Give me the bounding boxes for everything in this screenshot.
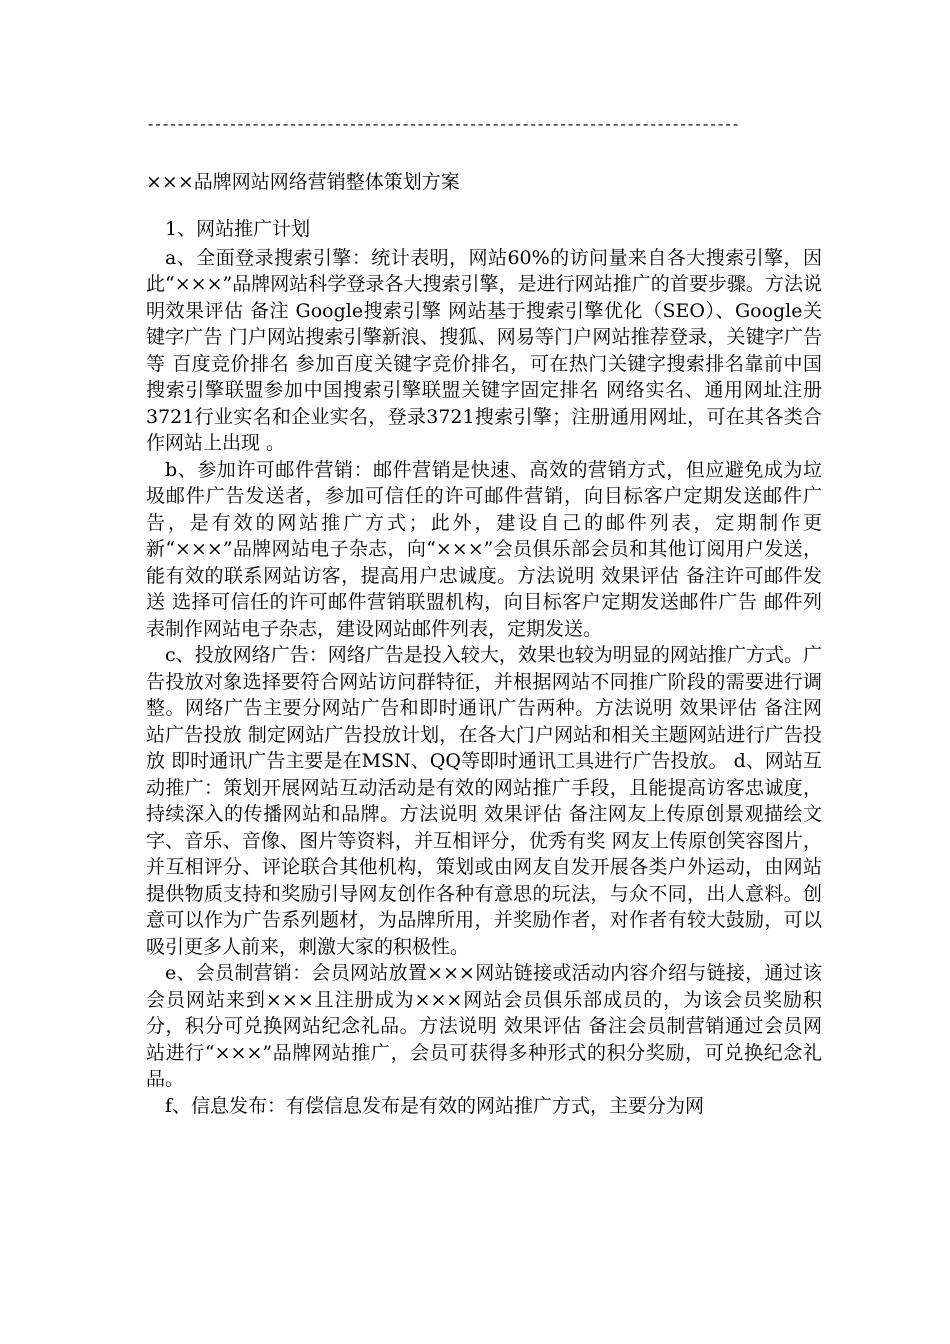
- document-body: [146, 216, 822, 1119]
- paragraph-f: f、信息发布：有偿信息发布是有效的网站推广方式，主要分为网: [165, 1094, 705, 1117]
- paragraph-c-d: c、投放网络广告：网络广告是投入较大，效果也较为明显的网站推广方式。广告投放对象选择要符合网站访问群特征，并根据网站不同推广阶段的需要进行调整。网络广告主要分网站广告和即时通讯广告两种。方法说明 效果评估 备注网站广告投放 制定网站广告投放计划，在各大门户网站和相关主题网站进行广告投放 即时通讯广告主要是在MSN、QQ等即时通讯工具进行广告投放。 d、网站互动推广：策划开展网站互动活动是有效的网站推广手段，且能提高访客忠诚度，持续深入的传播网站和品牌。方法说明 效果评估 备注网友上传原创景观描绘文字、音乐、音像、图片等资料，并互相评分，优秀有奖 网友上传原创笑容图片，并互相评分、评论联合其他机构，策划或由网友自发开展各类户外运动，由网站提供物质支持和奖励引导网友创作各种有意思的玩法，与众不同，出人意料。创意可以作为广告系列题材，为品牌所用，并奖励作者，对作者有较大鼓励，可以吸引更多人前来，刺激大家的积极性。: [146, 644, 822, 958]
- document-title: ×××品牌网站网络营销整体策划方案: [146, 171, 460, 193]
- separator-line: -------------------------------------------------------------------------------: [146, 117, 739, 134]
- paragraph-e: e、会员制营销：会员网站放置×××网站链接或活动内容介绍与链接，通过该会员网站来到×××且注册成为×××网站会员俱乐部成员的，为该会员奖励积分，积分可兑换网站纪念礼品。方法说明 效果评估 备注会员制营销通过会员网站进行“×××”品牌网站推广，会员可获得多种形式的积分奖励，可兑换纪念礼品。: [146, 962, 822, 1090]
- paragraph-b: b、参加许可邮件营销：邮件营销是快速、高效的营销方式，但应避免成为垃圾邮件广告发送者，参加可信任的许可邮件营销，向目标客户定期发送邮件广告，是有效的网站推广方式；此外，建设自己的邮件列表，定期制作更新“×××”品牌网站电子杂志，向“×××”会员俱乐部会员和其他订阅用户发送，能有效的联系网站访客，提高用户忠诚度。方法说明 效果评估 备注许可邮件发送 选择可信任的许可邮件营销联盟机构，向目标客户定期发送邮件广告 邮件列表制作网站电子杂志，建设网站邮件列表，定期发送。: [146, 458, 822, 640]
- section-heading: 1、网站推广计划: [165, 218, 311, 240]
- paragraph-a: a、全面登录搜索引擎：统计表明，网站60%的访问量来自各大搜索引擎，因此“×××”品牌网站科学登录各大搜索引擎，是进行网站推广的首要步骤。方法说明效果评估 备注 Google搜索引擎 网站基于搜索引擎优化（SEO）、Google关键字广告 门户网站搜索引擎新浪、搜狐、网易等门户网站推荐登录，关键字广告等 百度竞价排名 参加百度关键字竞价排名，可在热门关键字搜索排名靠前中国搜索引擎联盟参加中国搜索引擎联盟关键字固定排名 网络实名、通用网址注册3721行业实名和企业实名，登录3721搜索引擎；注册通用网址，可在其各类合作网站上出现 。: [146, 246, 822, 454]
